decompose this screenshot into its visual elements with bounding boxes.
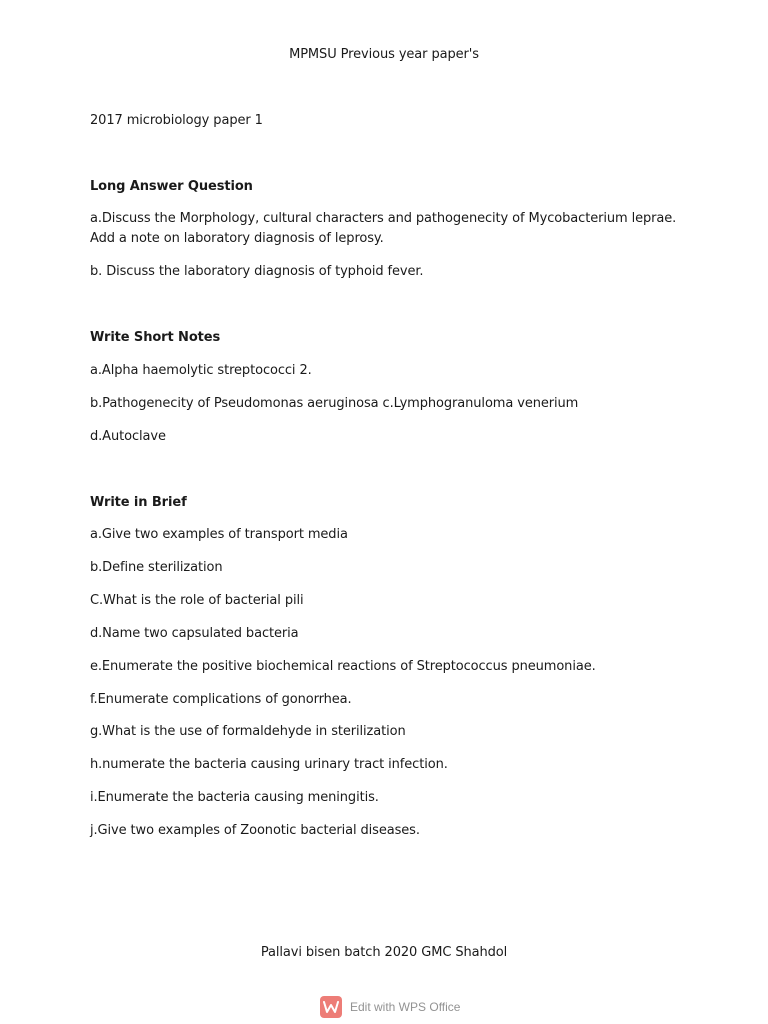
paper-title: 2017 microbiology paper 1 xyxy=(90,113,263,128)
wps-logo-icon xyxy=(320,996,342,1018)
brief-item: C.What is the role of bacterial pili xyxy=(90,593,304,608)
brief-item: h.numerate the bacteria causing urinary tract infection. xyxy=(90,757,448,772)
short-notes-item: d.Autoclave xyxy=(90,429,166,444)
write-in-brief-heading: Write in Brief xyxy=(90,495,187,510)
footer-author: Pallavi bisen batch 2020 GMC Shahdol xyxy=(260,945,508,960)
brief-item: d.Name two capsulated bacteria xyxy=(90,626,299,641)
short-notes-heading: Write Short Notes xyxy=(90,330,221,345)
wps-watermark[interactable] xyxy=(320,995,460,1019)
long-answer-item-b: b. Discuss the laboratory diagnosis of typhoid fever. xyxy=(90,264,424,279)
brief-item: a.Give two examples of transport media xyxy=(90,527,348,542)
brief-item: f.Enumerate complications of gonorrhea. xyxy=(90,692,352,707)
long-answer-item-a: a.Discuss the Morphology, cultural characters and pathogenecity of Mycobacterium leprae. Add a note on laboratory diagnosis of leprosy. xyxy=(90,211,677,246)
wps-watermark-text: Edit with WPS Office xyxy=(350,1000,461,1014)
page-header-title: MPMSU Previous year paper's xyxy=(289,47,479,62)
short-notes-item: b.Pathogenecity of Pseudomonas aeruginosa c.Lymphogranuloma venerium xyxy=(90,396,579,411)
long-answer-heading: Long Answer Question xyxy=(90,179,253,194)
brief-item: e.Enumerate the positive biochemical reactions of Streptococcus pneumoniae. xyxy=(90,659,596,674)
short-notes-item: a.Alpha haemolytic streptococci 2. xyxy=(90,363,312,378)
brief-item: g.What is the use of formaldehyde in sterilization xyxy=(90,724,406,739)
brief-item: i.Enumerate the bacteria causing meningitis. xyxy=(90,790,379,805)
brief-item: b.Define sterilization xyxy=(90,560,223,575)
brief-item: j.Give two examples of Zoonotic bacterial diseases. xyxy=(90,823,420,838)
